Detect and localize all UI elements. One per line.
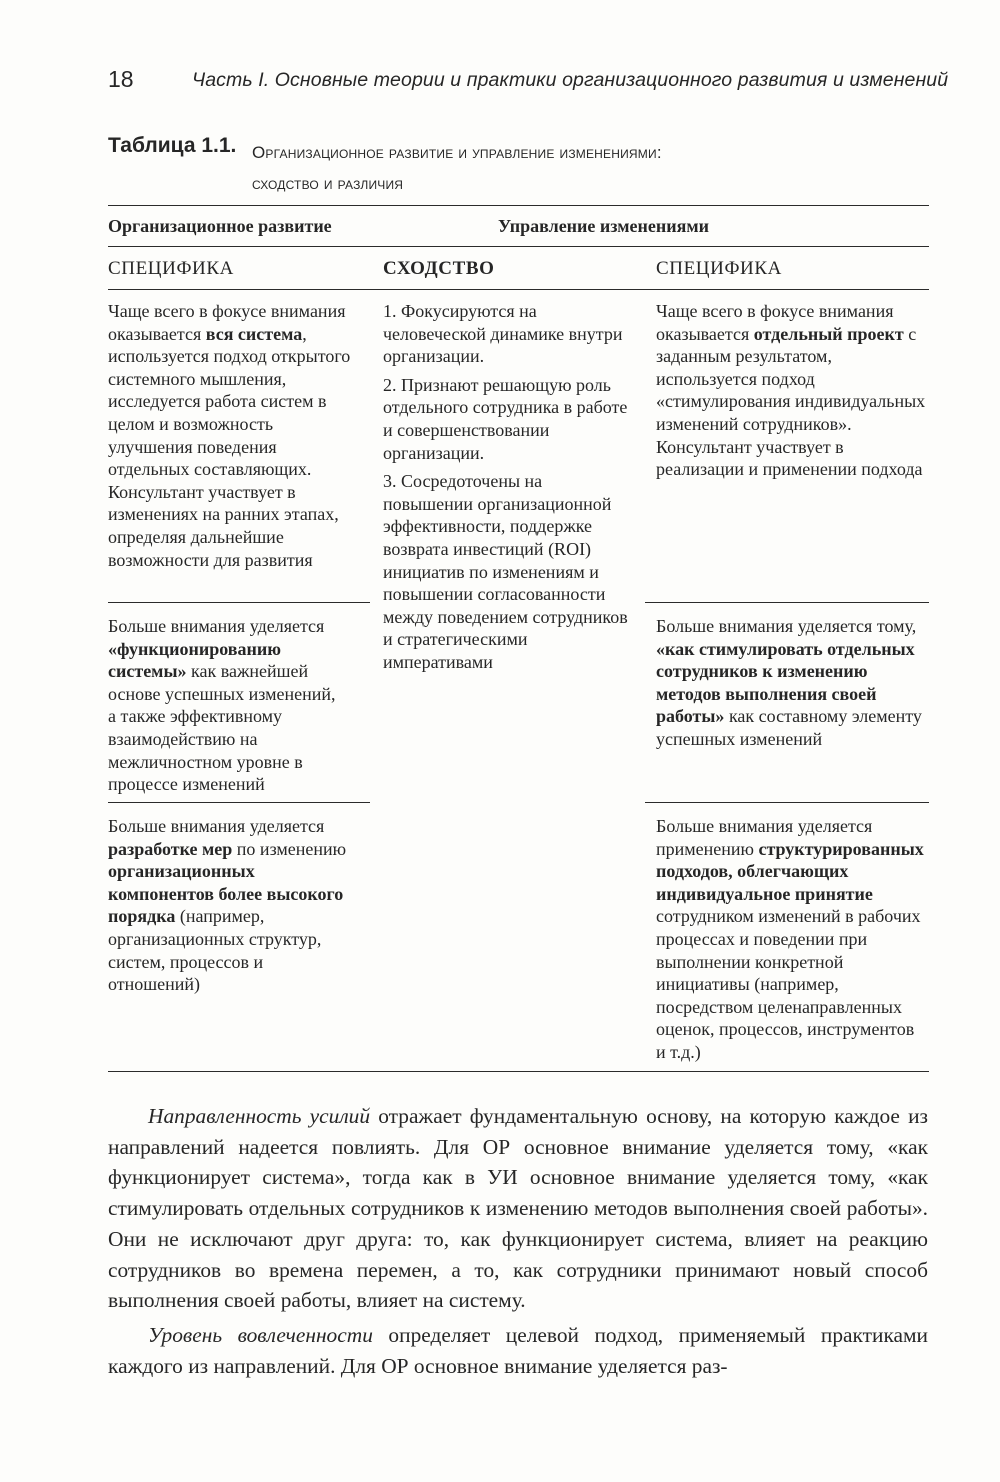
similarity-item-1: 1. Фокусируются на человеческой динамике внутри организации. [383, 301, 623, 367]
column-header-cm: Управление изменениями [498, 216, 709, 236]
od-cell-measures: Больше внимания уделяется разработке мер по изменению организационных компонентов более высокого порядка (например, организационных структур, систем, процессов и отношений) [108, 816, 347, 995]
table-header-rule [108, 246, 929, 247]
right-row-divider-2 [645, 802, 929, 803]
table-caption-line-1: Организационное развитие и управление изменениями: [252, 143, 662, 162]
similarity-list [383, 300, 631, 680]
similarity-item-2: 2. Признают решающую роль отдельного сотрудника в работе и совершенствовании организации. [383, 374, 628, 463]
left-row-divider-1 [108, 602, 370, 603]
table-top-rule [108, 205, 929, 206]
paragraph-focus-of-effort: Направленность усилий отражает фундаментальную основу, на которую каждое из направлений надеется повлиять. Для ОР основное внимание уделяется тому, «как функционирует система», тогда как в УИ основное внимание уделяется тому, «как стимулировать отдельных сотрудников к изменению методов выполнения своей работы». Они не исключают друг друга: то, как функционирует система, влияет на реакцию сотрудников во времена перемен, а то, как сотрудники принимают новый способ выполнения своей работы, влияет на систему. [108, 1104, 928, 1313]
paragraph-level-of-engagement: Уровень вовлеченности определяет целевой подход, применяемый практиками каждого из направлений. Для ОР основное внимание уделяется раз- [108, 1322, 928, 1378]
column-header-od: Организационное развитие [108, 216, 332, 236]
running-header: Часть I. Основные теории и практики организационного развития и изменений [192, 69, 949, 91]
table-caption-label: Таблица 1.1. [108, 134, 237, 157]
subheader-specifics-left: СПЕЦИФИКА [108, 258, 234, 279]
cm-cell-focus: Чаще всего в фокусе внимания оказывается отдельный проект с заданным результатом, используется подход «стимулирования индивидуальных изменений сотрудников». Консультант участвует в реализации и применении подхода [656, 301, 926, 480]
table-bottom-rule [108, 1071, 929, 1072]
table-caption-line-2: сходство и различия [252, 174, 404, 193]
od-cell-focus: Чаще всего в фокусе внимания оказывается вся система, используется подход открытого системного мышления, исследуется работа систем в целом и возможность улучшения поведения отдельных составляющих. Консультант участвует в изменениях на ранних этапах, определяя дальнейшие возможности для развития [108, 301, 351, 570]
cm-cell-structured-approaches: Больше внимания уделяется применению структурированных подходов, облегчающих индивидуальное принятие сотрудником изменений в рабочих процессах и поведении при выполнении конкретной инициативы (например, посредством целенаправленных оценок, процессов, инструментов и т.д.) [656, 816, 924, 1062]
page-number: 18 [108, 66, 134, 92]
cm-cell-motivation: Больше внимания уделяется тому, «как стимулировать отдельных сотрудников к изменению методов выполнения своей работы» как составному элементу успешных изменений [656, 616, 922, 749]
od-cell-functioning: Больше внимания уделяется «функционированию системы» как важнейшей основе успешных изменений, а также эффективному взаимодействию на межличностном уровне в процессе изменений [108, 616, 336, 795]
body-text [108, 1101, 928, 1381]
subheader-similarity: СХОДСТВО [383, 258, 495, 279]
left-row-divider-2 [108, 802, 370, 803]
table-subheader-rule [108, 289, 929, 290]
similarity-item-3: 3. Сосредоточены на повышении организационной эффективности, поддержке возврата инвестиций (ROI) инициатив по изменениям и повышении согласованности между поведением сотрудников и стратегическими императивами [383, 471, 628, 672]
table-caption-title [252, 137, 812, 199]
right-row-divider-1 [645, 602, 929, 603]
subheader-specifics-right: СПЕЦИФИКА [656, 258, 782, 279]
